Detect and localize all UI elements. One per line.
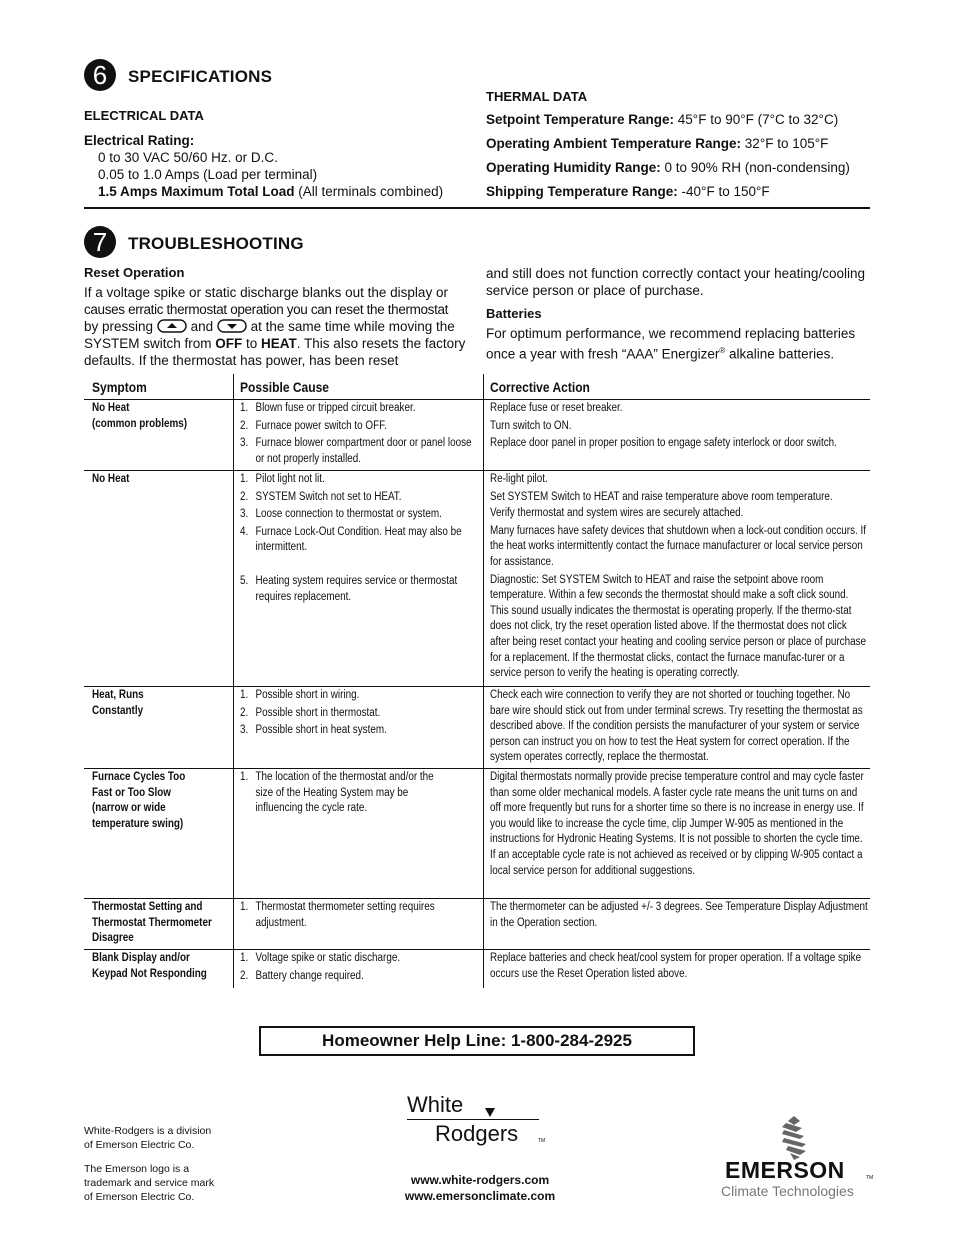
cause-item: 1. Voltage spike or static discharge. [240, 952, 401, 964]
row-divider [84, 768, 870, 769]
footer-division-note [84, 1124, 211, 1152]
logo-rule [407, 1119, 539, 1120]
electrical-rating-label: Electrical Rating: [84, 133, 195, 148]
website-link: www.white-rodgers.com [410, 1173, 550, 1187]
batteries-heading: Batteries [486, 306, 542, 321]
action-item: Replace door panel in proper position to engage safety interlock or door switch. [490, 437, 837, 450]
thermal-item-label: Shipping Temperature Range: [486, 184, 678, 199]
cause-item: 3. Loose connection to thermostat or system. [240, 508, 442, 521]
symptom-line: Blank Display and/or [92, 952, 190, 964]
table-row-actions [490, 900, 868, 931]
reset-operation-text [84, 284, 468, 369]
table-row-actions [490, 401, 868, 452]
symptom-line: Keypad Not Responding [92, 967, 207, 980]
reset-line: If a voltage spike or static discharge blanks out the display or [84, 285, 448, 300]
cause-item: 2. Furnace power switch to OFF. [240, 419, 387, 432]
homeowner-help-line: Homeowner Help Line: 1-800-284-2925 [259, 1026, 695, 1056]
cause-item: 1. Pilot light not lit. [240, 473, 325, 485]
batteries-text-part: once a year with fresh “AAA” Energizer [486, 346, 720, 362]
symptom-line: temperature swing) [92, 817, 184, 830]
thermal-item-value: 0 to 90% RH (non-condensing) [660, 160, 850, 175]
climate-technologies-label: Climate Technologies [721, 1183, 854, 1199]
column-header-corrective-action: Corrective Action [490, 379, 590, 395]
table-row-symptom [92, 472, 230, 488]
reset-text: and [190, 319, 214, 334]
action-item: Replace batteries and check heat/cool system for proper operation. If a voltage spike occurs use the Reset Operation listed above. [490, 952, 862, 980]
thermal-item-label: Operating Humidity Range: [486, 160, 661, 175]
batteries-text [486, 325, 855, 363]
max-load-note: (All terminals combined) [294, 184, 444, 199]
cause-item: 4. Furnace Lock-Out Condition. Heat may also be intermittent. [240, 525, 462, 554]
reset-text: at the same time while moving the [250, 319, 455, 334]
table-row-symptom [92, 951, 230, 982]
logo-tm: TM [538, 1138, 546, 1144]
reset-line: causes erratic thermostat operation you can reset the thermostat [84, 302, 449, 317]
table-row-symptom [92, 900, 230, 947]
action-item: Many furnaces have safety devices that shutdown when a lock-out condition occurs. If the heat works intermittently contact the furnace manufacturer or local service person for assistance. [490, 524, 867, 568]
symptom-line: Furnace Cycles Too [92, 771, 186, 783]
electrical-line-3 [98, 183, 443, 200]
down-button-icon [217, 319, 247, 333]
symptom-line: Constantly [92, 704, 144, 717]
section-number-6: 6 [84, 59, 116, 91]
action-item: Check each wire connection to verify they are not shorted or touching together. No bare wire should stick out from under terminal screws. Try resetting the thermostat as described above. If the condition persists the manufacturer of your system or service person can instruct you on how to test the Heat system for correct operation. If the system operates correctly, replace the thermostat. [490, 689, 863, 764]
table-row-causes [240, 900, 477, 931]
row-divider [84, 470, 870, 471]
table-row-actions [490, 770, 868, 879]
footer-line: trademark and service mark [84, 1177, 215, 1189]
batteries-line: For optimum performance, we recommend replacing batteries [486, 326, 856, 341]
reset-line: defaults. If the thermostat has power, has been reset [84, 353, 399, 368]
column-header-symptom: Symptom [92, 379, 147, 395]
table-row-causes [240, 688, 477, 739]
symptom-line: Fast or Too Slow [92, 786, 171, 799]
symptom-line: Thermostat Thermometer [92, 916, 212, 929]
reset-operation-heading: Reset Operation [84, 265, 185, 280]
off-keyword: OFF [215, 336, 243, 351]
logo-word-rodgers: Rodgers [435, 1121, 519, 1146]
emerson-tm: TM [866, 1175, 874, 1181]
action-item: Replace fuse or reset breaker. [490, 402, 623, 414]
symptom-line: Thermostat Setting and [92, 901, 203, 913]
symptom-line: (common problems) [92, 417, 188, 430]
white-rodgers-logo [404, 1092, 554, 1152]
row-divider [84, 949, 870, 950]
batteries-text-part: alkaline batteries. [725, 346, 835, 362]
electrical-data-heading: ELECTRICAL DATA [84, 108, 204, 123]
electrical-line-1: 0 to 30 VAC 50/60 Hz. or D.C. [98, 150, 278, 165]
table-row-symptom [92, 770, 230, 832]
thermal-item [486, 183, 770, 200]
thermal-item-value: 45°F to 90°F (7°C to 32°C) [674, 112, 839, 127]
footer-line: of Emerson Electric Co. [84, 1191, 195, 1203]
reset-line: and still does not function correctly contact your heating/cooling [486, 266, 865, 281]
cause-item: 1. Thermostat thermometer setting requires adjustment. [240, 901, 435, 929]
action-item: Re-light pilot. [490, 473, 548, 485]
cause-item: 1. Possible short in wiring. [240, 689, 360, 701]
thermal-item [486, 159, 850, 176]
thermal-item-value: 32°F to 105°F [741, 136, 829, 151]
emerson-wordmark: EMERSON [725, 1157, 845, 1183]
action-item: The thermometer can be adjusted +/- 3 degrees. See Temperature Display Adjustment in the Operation section. [490, 901, 868, 929]
reset-continuation [486, 265, 865, 299]
action-item: Diagnostic: Set SYSTEM Switch to HEAT and raise the setpoint above room temperature. Within a few seconds the thermostat should make a soft click sound. This sound usually indicates the thermostat is operating properly. If the thermo-stat does not click, try the reset operation listed above. If the thermostat does not click after being reset contact your heating and cooling service person or place of purchase for a replacement. If the thermostat clicks, contact the furnace manufac-turer or a service person to verify the heating is operating correctly. [490, 573, 867, 680]
troubleshooting-table [84, 374, 870, 990]
footer-line: of Emerson Electric Co. [84, 1139, 195, 1151]
cause-item: 3. Furnace blower compartment door or panel loose or not properly installed. [240, 437, 472, 465]
registered-mark: ® [719, 346, 726, 355]
logo-word-white: White [407, 1092, 464, 1117]
footer-websites [380, 1172, 580, 1204]
cause-item: 2. Battery change required. [240, 969, 364, 982]
action-item: Digital thermostats normally provide precise temperature control and may cycle faster than some older mechanical models. A faster cycle rate means the unit turns on and off more frequently but runs for a shorter time so there is no increase in energy use. If you would like to increase the cycle time, clip Jumper W-905 as mentioned in the instructions for Hydronic Heating Systems. It is not possible to shorten the cycle time. If an acceptable cycle rate is not achieved as received or by clipping W-905 contact a local service person for additional suggestions. [490, 771, 864, 877]
thermal-data-heading: THERMAL DATA [486, 89, 588, 104]
heat-keyword: HEAT [261, 336, 297, 351]
emerson-mark-icon [780, 1116, 808, 1160]
symptom-line: No Heat [92, 402, 130, 414]
batteries-line [486, 342, 855, 363]
cause-item: 2. Possible short in thermostat. [240, 706, 381, 719]
action-item: Verify thermostat and system wires are securely attached. [490, 507, 744, 520]
thermal-item-value: -40°F to 150°F [677, 184, 770, 199]
website-link: www.emersonclimate.com [404, 1189, 556, 1203]
footer-line: White-Rodgers is a division [84, 1125, 212, 1137]
reset-text: SYSTEM switch from [84, 336, 216, 351]
cause-item: 1. The location of the thermostat and/or the size of the Heating System may be influencing the cycle rate. [240, 771, 434, 815]
reset-line [84, 318, 468, 335]
table-row-actions [490, 472, 868, 682]
reset-line [84, 335, 468, 352]
table-row-causes [240, 401, 477, 467]
logo-triangle-icon [485, 1108, 495, 1117]
cause-item: 2. SYSTEM Switch not set to HEAT. [240, 490, 402, 503]
electrical-line-2: 0.05 to 1.0 Amps (Load per terminal) [98, 167, 318, 182]
row-divider [84, 898, 870, 899]
reset-text: by pressing [84, 319, 154, 334]
column-divider [483, 374, 484, 988]
reset-text: to [242, 336, 262, 351]
table-row-symptom [92, 688, 230, 719]
action-item: Set SYSTEM Switch to HEAT and raise temperature above room temperature. [490, 490, 833, 503]
symptom-line: Heat, Runs [92, 689, 144, 701]
symptom-line: Disagree [92, 932, 134, 945]
action-item: Turn switch to ON. [490, 419, 572, 432]
footer-line: The Emerson logo is a [84, 1163, 190, 1175]
table-row-causes [240, 472, 477, 605]
thermal-item [486, 111, 838, 128]
cause-item: 3. Possible short in heat system. [240, 724, 387, 737]
max-load-label: 1.5 Amps Maximum Total Load [98, 184, 295, 199]
column-divider [233, 374, 234, 988]
thermal-item-label: Operating Ambient Temperature Range: [486, 136, 742, 151]
symptom-line: No Heat [92, 473, 130, 485]
column-header-possible-cause: Possible Cause [240, 379, 330, 395]
thermal-item [486, 135, 828, 152]
reset-text: . This also resets the factory [296, 336, 466, 351]
specifications-title: SPECIFICATIONS [128, 67, 273, 86]
troubleshooting-title: TROUBLESHOOTING [128, 234, 304, 253]
section-divider [84, 207, 870, 209]
reset-line: service person or place of purchase. [486, 283, 704, 298]
table-row-symptom [92, 401, 230, 432]
table-row-causes [240, 770, 451, 817]
table-header-rule [84, 399, 870, 400]
thermal-item-label: Setpoint Temperature Range: [486, 112, 675, 127]
footer-trademark-note [84, 1162, 214, 1204]
cause-item: 1. Blown fuse or tripped circuit breaker. [240, 402, 416, 414]
table-row-actions [490, 951, 868, 982]
row-divider [84, 686, 870, 687]
symptom-line: (narrow or wide [92, 802, 166, 815]
table-row-causes [240, 951, 477, 984]
section-number-7: 7 [84, 226, 116, 258]
up-button-icon [157, 319, 187, 333]
cause-item: 5. Heating system requires service or thermostat requires replacement. [240, 574, 458, 603]
table-row-actions [490, 688, 868, 766]
